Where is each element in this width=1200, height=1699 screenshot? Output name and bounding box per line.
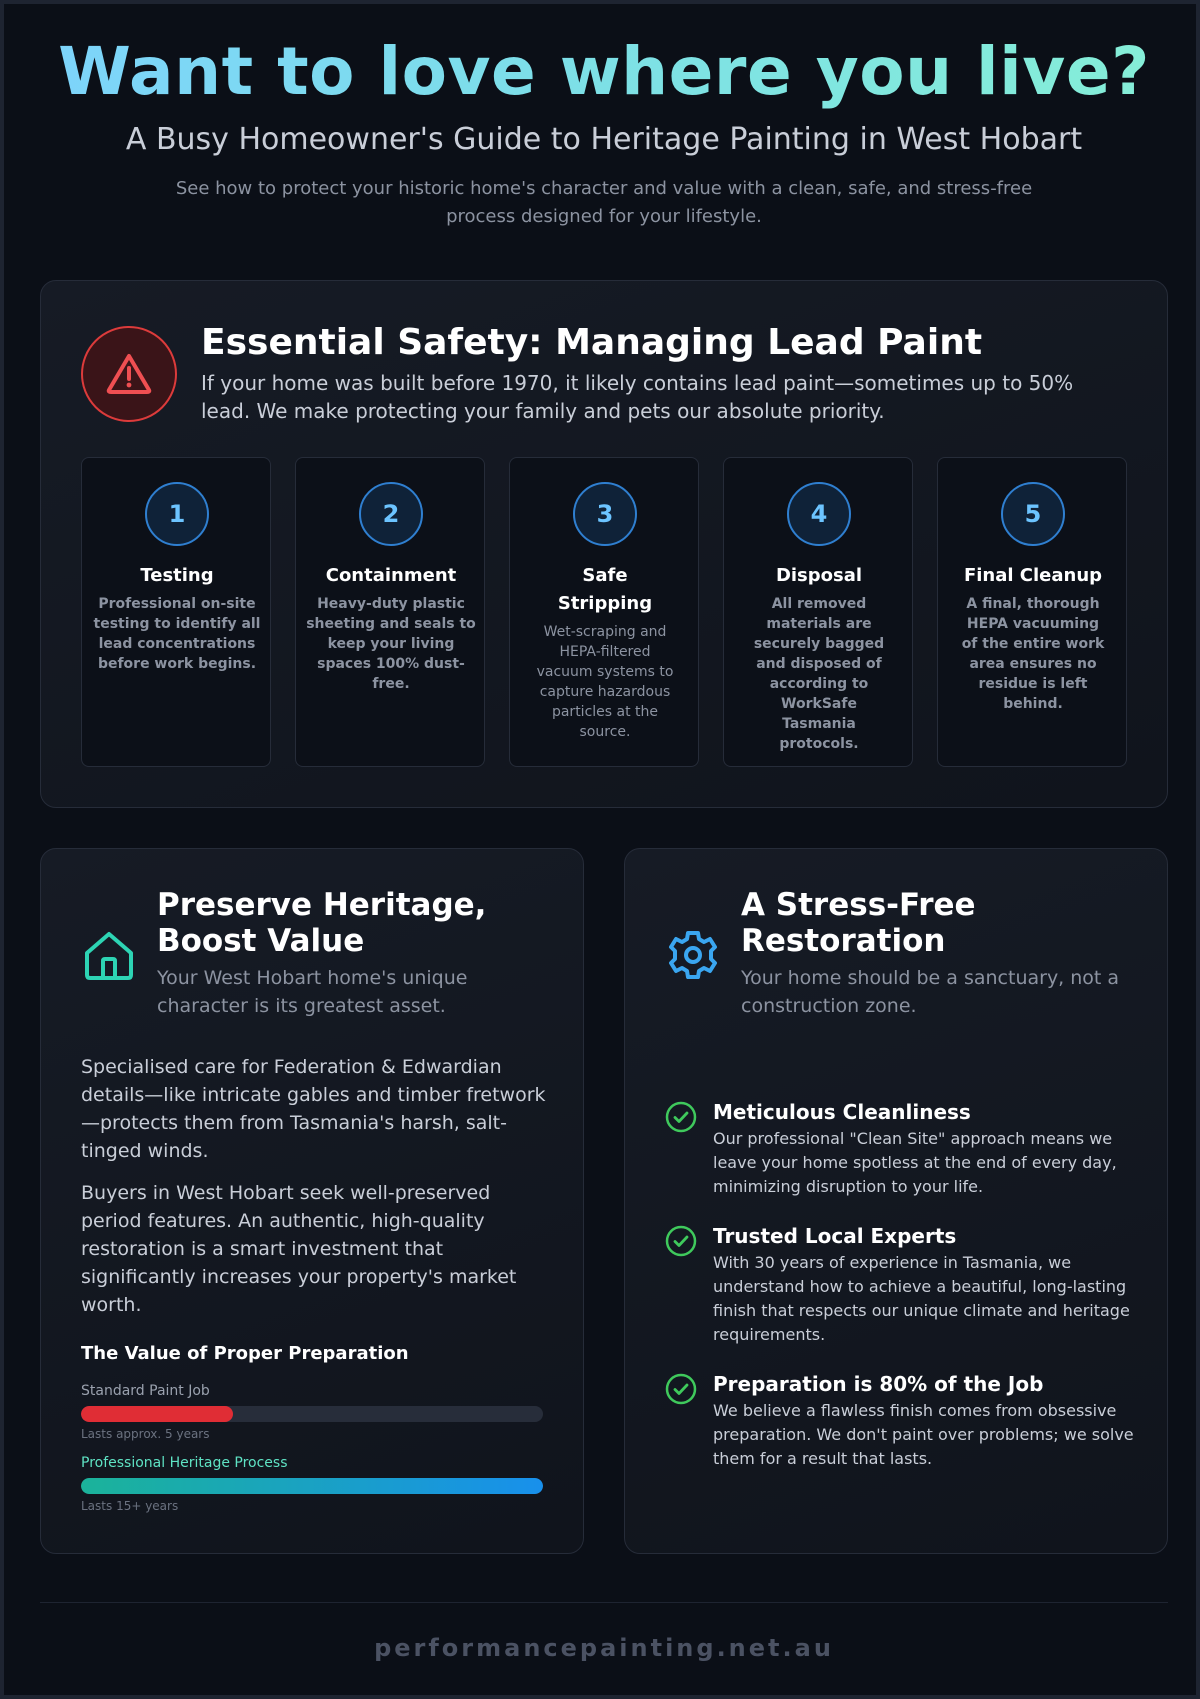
heritage-subtitle: Your West Hobart home's unique character is its greatest asset.: [157, 967, 468, 1017]
stress-subtitle: Your home should be a sanctuary, not a construction zone.: [741, 967, 1120, 1017]
lead-safety-panel: [40, 280, 1168, 808]
stress-title: A Stress-Free Restoration: [741, 887, 976, 959]
step-title: Containment: [325, 565, 457, 586]
footer-website[interactable]: performancepainting.net.au: [374, 1634, 834, 1662]
step-title: Disposal: [775, 565, 863, 586]
bar-note-standard: Lasts approx. 5 years: [81, 1427, 210, 1441]
feature-text: Our professional "Clean Site" approach means we leave your home spotless at the end of every day, minimizing disruption to your life.: [713, 1129, 1117, 1196]
check-circle-icon: [665, 1225, 697, 1257]
feature-text: We believe a flawless finish comes from obsessive preparation. We don't paint over problems; we solve them for a result that lasts.: [713, 1401, 1134, 1468]
step-number: 4: [787, 482, 851, 546]
gear-icon: [665, 927, 721, 983]
step-title: Safe Stripping: [557, 565, 653, 614]
heritage-paragraph-2: Buyers in West Hobart seek well-preserved period features. An authentic, high-quality restoration is a smart investment that significantly increases your property's market worth.: [81, 1182, 517, 1316]
heritage-title: Preserve Heritage, Boost Value: [157, 887, 487, 959]
feature-text: With 30 years of experience in Tasmania, we understand how to achieve a beautiful, long-lasting finish that respects our unique climate and heritage requirements.: [713, 1253, 1130, 1344]
safety-title: Essential Safety: Managing Lead Paint: [201, 322, 983, 363]
bar-fill-standard: [81, 1406, 233, 1422]
bar-fill-professional: [81, 1478, 543, 1494]
step-text: Wet-scraping and HEPA-filtered vacuum systems to capture hazardous particles at the source.: [536, 624, 674, 740]
step-number: 2: [359, 482, 423, 546]
page-subtitle: A Busy Homeowner's Guide to Heritage Painting in West Hobart: [125, 122, 1083, 157]
bar-track-standard: [81, 1406, 543, 1422]
bar-label-standard: Standard Paint Job: [81, 1383, 210, 1399]
bar-track-professional: [81, 1478, 543, 1494]
check-circle-icon: [665, 1101, 697, 1133]
step-text: Professional on-site testing to identify all lead concentrations before work begins.: [93, 596, 261, 672]
step-number: 1: [145, 482, 209, 546]
page-description: See how to protect your historic home's character and value with a clean, safe, and stress-free process designed for your lifestyle.: [175, 178, 1033, 227]
safety-steps: [81, 457, 1129, 767]
step-card-safe-stripping: [509, 457, 699, 767]
step-text: All removed materials are securely bagged and disposed of according to WorkSafe Tasmania protocols.: [753, 596, 885, 752]
step-text: Heavy-duty plastic sheeting and seals to keep your living spaces 100% dust-free.: [306, 596, 476, 692]
step-number: 5: [1001, 482, 1065, 546]
step-title: Testing: [140, 565, 214, 586]
bar-note-professional: Lasts 15+ years: [81, 1499, 179, 1513]
step-card-containment: [295, 457, 485, 767]
heritage-paragraph-1: Specialised care for Federation & Edwardian details—like intricate gables and timber fretwork—protects them from Tasmania's harsh, salt-tinged winds.: [81, 1056, 546, 1162]
footer-divider: [40, 1602, 1168, 1603]
feature-title: Meticulous Cleanliness: [713, 1100, 971, 1124]
feature-title: Trusted Local Experts: [713, 1224, 957, 1248]
step-card-disposal: [723, 457, 913, 767]
check-circle-icon: [665, 1373, 697, 1405]
step-title: Final Cleanup: [963, 565, 1103, 586]
page-title: Want to love where you live?: [4, 32, 1200, 112]
step-number: 3: [573, 482, 637, 546]
safety-description: If your home was built before 1970, it likely contains lead paint—sometimes up to 50% lead. We make protecting your family and pets our absolute priority.: [201, 371, 1074, 423]
chart-title: The Value of Proper Preparation: [81, 1343, 409, 1364]
step-card-testing: [81, 457, 271, 767]
house-icon: [81, 927, 137, 983]
step-card-final-cleanup: [937, 457, 1127, 767]
feature-title: Preparation is 80% of the Job: [713, 1372, 1044, 1396]
heritage-panel: [40, 848, 584, 1554]
bar-label-professional: Professional Heritage Process: [81, 1455, 288, 1471]
step-text: A final, thorough HEPA vacuuming of the entire work area ensures no residue is left behind.: [961, 596, 1105, 712]
stress-free-panel: [624, 848, 1168, 1554]
warning-triangle-icon: [81, 326, 177, 422]
